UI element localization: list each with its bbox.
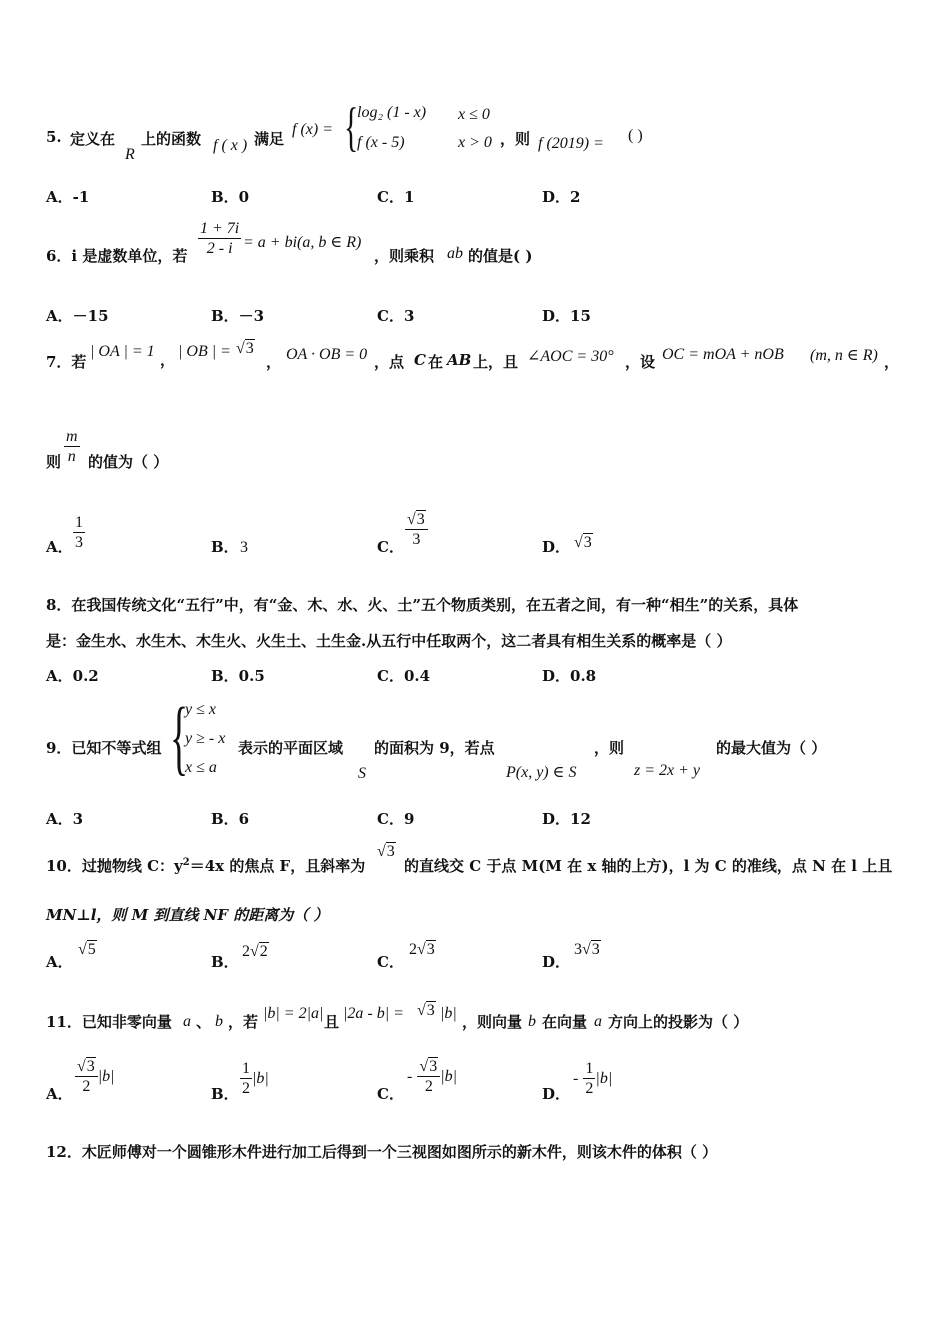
q5-text-3: 满足 [254, 130, 285, 148]
q7-option-c: $\frac{√3}{3}$ [405, 510, 428, 549]
q11-cond1: |b| = 2|a| [263, 1005, 324, 1022]
q7-option-d-label: D． [542, 538, 571, 556]
q7-text-1: ，点 [374, 353, 405, 371]
q5-fx: f ( x ) [213, 137, 248, 154]
q5-ask: f (2019) = [538, 135, 604, 152]
q5-number: 5. [46, 128, 62, 146]
q10-option-a: √5 [78, 941, 96, 958]
q10-line-2: MN⊥l，则 M 到直线 NF 的距离为（ ） [46, 906, 329, 924]
q5-case1: log₂ (1 - x) [357, 104, 427, 121]
q10-option-c: 2√3 [409, 941, 435, 958]
q6-option-b: B．－3 [211, 307, 265, 325]
q5-option-d: D．2 [542, 188, 581, 206]
q9-option-c: C．9 [377, 810, 415, 828]
q11-vec-a-2: a [594, 1013, 602, 1030]
q6-fraction [198, 219, 241, 258]
q5-option-c: C．1 [377, 188, 415, 206]
q10-option-a-label: A． [46, 953, 73, 971]
q11-option-b-label: B． [211, 1085, 239, 1103]
q8-line-2: 是：金生水、水生木、木生火、火生土、土生金.从五行中任取两个，这二者具有相生关系的概率是（ ） [46, 632, 732, 650]
q9-text-3: ，则 [594, 739, 625, 757]
q9-text-4: 的最大值为（ ） [716, 739, 827, 757]
q11-sep: 、 [196, 1013, 212, 1031]
q11-text-3: 且 [324, 1013, 340, 1031]
q6-frac-den: 2 - i [206, 240, 233, 257]
q7-cond2-root: √3 [236, 340, 254, 357]
q10-option-c-label: C． [377, 953, 404, 971]
q5-paren: ( ) [628, 127, 643, 144]
q9-text-2: 的面积为 9，若点 [374, 739, 495, 757]
q5-R: R [125, 146, 135, 163]
q11-stem-1: 11．已知非零向量 [46, 1013, 172, 1031]
q8-option-d: D．0.8 [542, 667, 597, 685]
q10-option-d-label: D． [542, 953, 571, 971]
q7-option-b-label: B． [211, 538, 239, 556]
q10-sup: 2 [182, 857, 190, 868]
q6-stem: 6．i 是虚数单位，若 [46, 247, 188, 265]
q12-stem: 12．木匠师傅对一个圆锥形木件进行加工后得到一个三视图如图所示的新木件，则该木件的体积（ ） [46, 1143, 718, 1161]
q9-ineq-3: x ≤ a [185, 759, 217, 776]
q11-text-4: ，则向量 [462, 1013, 523, 1031]
q11-option-c: - $\frac{√3}{2}$ |b| [407, 1058, 457, 1095]
q7-oc: OC = mOA + nOB [662, 346, 784, 363]
q7-n: n [67, 448, 76, 465]
q9-point: P(x, y) ∈ S [506, 764, 577, 781]
q6-ab: ab [447, 245, 463, 262]
q11-text-6: 方向上的投影为（ ） [608, 1013, 749, 1031]
q7-option-a-label: A． [46, 538, 73, 556]
q11-option-a: $\frac{√3}{2}$ |b| [77, 1058, 115, 1095]
q10-stem-1: 10．过抛物线 C：$y^2=4x$ 的焦点 F，且斜率为 [46, 857, 366, 875]
q6-option-c: C．3 [377, 307, 415, 325]
q9-S: S [358, 765, 366, 782]
q10-slope: √3 [377, 843, 395, 860]
q9-option-b: B．6 [211, 810, 250, 828]
q7-then: 则 [46, 453, 62, 471]
q11-option-d-label: D． [542, 1085, 571, 1103]
q7-option-c-label: C． [377, 538, 404, 556]
q7-text-4: ，设 [625, 353, 656, 371]
q11-cond2-root: √3 [417, 1002, 435, 1019]
q10-option-d: 3√3 [574, 941, 600, 958]
q9-brace: { [170, 691, 189, 784]
q6-option-a: A．－15 [46, 307, 109, 325]
q7-text-2: 在 [428, 353, 444, 371]
q7-text-3: 上，且 [473, 353, 519, 371]
q7-sep2: ， [266, 353, 282, 371]
q5-cond1: x ≤ 0 [458, 106, 490, 123]
q7-mn-fraction [64, 427, 80, 466]
q11-text-5: 在向量 [542, 1013, 588, 1031]
q7-cond2: | OB | = [178, 343, 231, 360]
q5-option-b: B．0 [211, 188, 250, 206]
q11-cond2: |2a - b| = [343, 1005, 404, 1022]
q9-ineq-2: y ≥ - x [185, 730, 226, 747]
q11-option-b: $\frac{1}{2}$ |b| [242, 1060, 269, 1097]
q10-option-b-label: B． [211, 953, 239, 971]
q5-text-1: 定义在 [70, 130, 116, 148]
q5-cond2: x > 0 [458, 134, 492, 151]
q7-sep1: ， [160, 351, 176, 369]
q10-stem-2: 的直线交 C 于点 M(M 在 x 轴的上方)，l 为 C 的准线，点 N 在 l 上且 [404, 857, 893, 875]
q11-text-2: ，若 [228, 1013, 259, 1031]
q8-line-1: 8．在我国传统文化“五行”中，有“金、木、水、火、土”五个物质类别，在五者之间，有一种“相生”的关系，具体 [46, 596, 799, 614]
q7-text-5: ， [884, 353, 900, 371]
q9-text-1: 表示的平面区域 [238, 739, 344, 757]
q11-vec-a: a [183, 1013, 191, 1030]
q6-option-d: D．15 [542, 307, 591, 325]
q7-option-b: 3 [240, 539, 248, 556]
q7-option-a: $\frac{1}{3}$ [75, 514, 83, 551]
q7-AB: AB [447, 351, 472, 369]
q9-ineq-1: y ≤ x [185, 701, 216, 718]
q8-option-b: B．0.5 [211, 667, 265, 685]
q7-cond3: OA · OB = 0 [286, 346, 368, 363]
q6-eq: = a + bi(a, b ∈ R) [243, 234, 362, 251]
q7-m: m [66, 428, 78, 445]
q6-text-2: ，则乘积 [374, 247, 435, 265]
q6-text-3: 的值是( ) [468, 247, 533, 265]
q11-cond2-norm: |b| [440, 1005, 457, 1022]
q11-vec-b: b [215, 1013, 223, 1030]
q5-case2: f (x - 5) [357, 134, 405, 151]
q7-angle: ∠AOC = 30° [527, 348, 614, 365]
q9-stem: 9．已知不等式组 [46, 739, 162, 757]
q11-option-c-label: C． [377, 1085, 404, 1103]
q5-text-4: ，则 [500, 130, 531, 148]
q5-option-a: A．-1 [46, 188, 90, 206]
q9-option-a: A．3 [46, 810, 84, 828]
q7-cond1: | OA | = 1 [90, 343, 155, 360]
q5-lhs: f (x) = [292, 121, 333, 138]
q7-option-d: √3 [574, 534, 592, 551]
q9-option-d: D．12 [542, 810, 591, 828]
q5-brace: { [344, 97, 359, 157]
q7-stem: 7．若 [46, 353, 87, 371]
q11-vec-b-2: b [528, 1013, 536, 1030]
q7-text-6: 的值为（ ） [88, 453, 169, 471]
q10-option-b: 2√2 [242, 943, 268, 960]
q7-cond: (m, n ∈ R) [810, 347, 878, 364]
q9-z: z = 2x + y [634, 762, 701, 779]
q7-point-C: C [414, 351, 426, 369]
q11-option-a-label: A． [46, 1085, 73, 1103]
q11-option-d: - $\frac{1}{2}$ |b| [573, 1060, 613, 1097]
q6-frac-num: 1 + 7i [200, 220, 240, 237]
q8-option-c: C．0.4 [377, 667, 431, 685]
q8-option-a: A．0.2 [46, 667, 99, 685]
q5-text-2: 上的函数 [141, 130, 202, 148]
